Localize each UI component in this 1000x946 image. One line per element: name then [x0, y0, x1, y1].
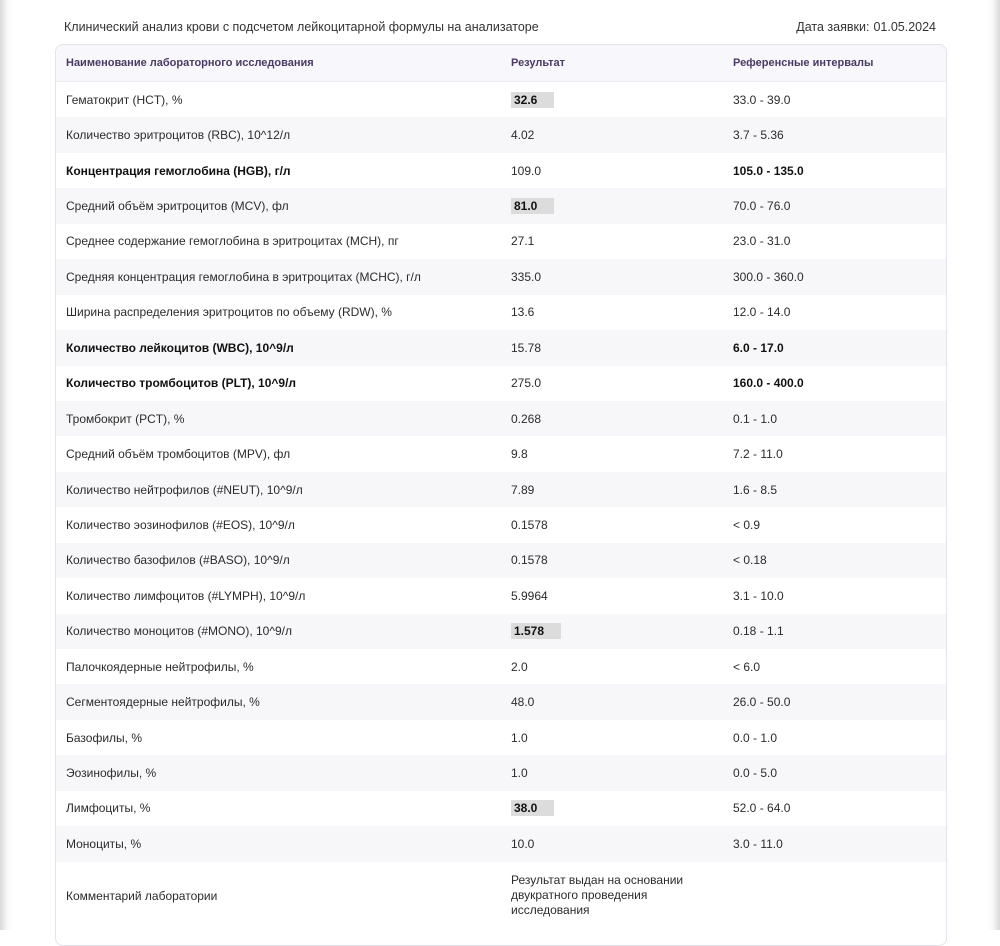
test-name: Концентрация гемоглобина (HGB), г/л — [66, 163, 291, 178]
reference-range: 33.0 - 39.0 — [733, 92, 791, 107]
report-title: Клинический анализ крови с подсчетом лейкоцитарной формулы на анализаторе — [64, 20, 539, 34]
test-result-flagged: 1.578 — [511, 623, 561, 639]
test-name: Сегментоядерные нейтрофилы, % — [66, 695, 260, 710]
reference-range: 52.0 - 64.0 — [733, 801, 791, 816]
table-row — [56, 614, 946, 649]
table-row — [56, 295, 946, 330]
table-row — [56, 755, 946, 790]
column-header-result: Результат — [511, 57, 566, 69]
test-result: 109.0 — [511, 163, 542, 178]
test-name: Количество эозинофилов (#EOS), 10^9/л — [66, 517, 295, 532]
test-result: 1.0 — [511, 766, 528, 781]
table-row — [56, 791, 946, 826]
test-name: Количество эритроцитов (RBC), 10^12/л — [66, 128, 291, 143]
test-result: 9.8 — [511, 447, 528, 462]
results-table — [55, 44, 947, 946]
test-result: 5.9964 — [511, 588, 548, 603]
reference-range: 70.0 - 76.0 — [733, 199, 791, 214]
test-result: 4.02 — [511, 128, 535, 143]
test-result: 0.1578 — [511, 517, 548, 532]
table-row — [56, 330, 946, 365]
test-result: 27.1 — [511, 234, 535, 249]
request-date — [796, 20, 936, 34]
comment-label: Комментарий лаборатории — [66, 888, 218, 903]
request-date-label: Дата заявки: — [796, 20, 870, 34]
test-name: Количество моноцитов (#MONO), 10^9/л — [66, 624, 292, 639]
table-row — [56, 117, 946, 152]
table-row — [56, 366, 946, 401]
test-name: Лимфоциты, % — [66, 801, 151, 816]
table-row — [56, 82, 946, 117]
test-result: 15.78 — [511, 340, 542, 355]
test-name: Моноциты, % — [66, 836, 142, 851]
reference-range: 105.0 - 135.0 — [733, 163, 804, 178]
reference-range: 3.0 - 11.0 — [733, 836, 783, 851]
page-edge-right — [988, 0, 1000, 930]
table-row — [56, 543, 946, 578]
test-result: 1.0 — [511, 730, 528, 745]
table-row — [56, 578, 946, 613]
table-row — [56, 401, 946, 436]
test-result: 0.268 — [511, 411, 542, 426]
test-result-flagged: 32.6 — [511, 92, 554, 108]
table-row — [56, 649, 946, 684]
test-name: Эозинофилы, % — [66, 766, 157, 781]
reference-range: 7.2 - 11.0 — [733, 447, 783, 462]
test-name: Среднее содержание гемоглобина в эритроцитах (MCH), пг — [66, 234, 399, 249]
reference-range: 23.0 - 31.0 — [733, 234, 791, 249]
table-row — [56, 188, 946, 223]
table-row — [56, 436, 946, 471]
reference-range: 6.0 - 17.0 — [733, 340, 784, 355]
test-result: 13.6 — [511, 305, 535, 320]
test-result: 7.89 — [511, 482, 535, 497]
table-row — [56, 507, 946, 542]
comment-text: Результат выдан на основании двукратного проведения исследования — [511, 873, 684, 918]
test-result: 335.0 — [511, 269, 542, 284]
test-result: 275.0 — [511, 376, 542, 391]
test-name: Количество лимфоцитов (#LYMPH), 10^9/л — [66, 588, 306, 603]
test-name: Базофилы, % — [66, 730, 142, 745]
test-name: Количество тромбоцитов (PLT), 10^9/л — [66, 376, 297, 391]
test-name: Количество лейкоцитов (WBC), 10^9/л — [66, 340, 294, 355]
column-header-reference: Референсные интервалы — [733, 57, 874, 69]
test-result: 0.1578 — [511, 553, 548, 568]
test-name: Палочкоядерные нейтрофилы, % — [66, 659, 254, 674]
reference-range: 3.1 - 10.0 — [733, 588, 784, 603]
reference-range: 300.0 - 360.0 — [733, 269, 804, 284]
reference-range: 1.6 - 8.5 — [733, 482, 778, 497]
test-name: Средний объём эритроцитов (MCV), фл — [66, 199, 289, 214]
reference-range: < 6.0 — [733, 659, 761, 674]
reference-range: 0.0 - 1.0 — [733, 730, 778, 745]
comment-row — [56, 862, 946, 930]
reference-range: < 0.18 — [733, 553, 767, 568]
column-header-name: Наименование лабораторного исследования — [66, 57, 314, 69]
table-row — [56, 826, 946, 861]
table-row — [56, 224, 946, 259]
reference-range: 160.0 - 400.0 — [733, 376, 804, 391]
test-name: Средняя концентрация гемоглобина в эритроцитах (MCHC), г/л — [66, 269, 421, 284]
report-header — [64, 18, 936, 36]
reference-range: < 0.9 — [733, 517, 761, 532]
test-result-flagged: 38.0 — [511, 800, 554, 816]
table-row — [56, 472, 946, 507]
reference-range: 0.1 - 1.0 — [733, 411, 778, 426]
page-edge-left — [0, 0, 12, 930]
reference-range: 3.7 - 5.36 — [733, 128, 784, 143]
reference-range: 12.0 - 14.0 — [733, 305, 791, 320]
reference-range: 0.18 - 1.1 — [733, 624, 784, 639]
reference-range: 26.0 - 50.0 — [733, 695, 791, 710]
test-result: 48.0 — [511, 695, 535, 710]
test-name: Количество базофилов (#BASO), 10^9/л — [66, 553, 290, 568]
table-row — [56, 153, 946, 188]
test-result: 2.0 — [511, 659, 528, 674]
test-name: Тромбокрит (PCT), % — [66, 411, 185, 426]
test-result-flagged: 81.0 — [511, 198, 554, 214]
reference-range: 0.0 - 5.0 — [733, 766, 778, 781]
table-row — [56, 684, 946, 719]
table-row — [56, 259, 946, 294]
test-name: Ширина распределения эритроцитов по объему (RDW), % — [66, 305, 392, 320]
request-date-value: 01.05.2024 — [873, 20, 936, 34]
table-header — [56, 45, 946, 82]
test-result: 10.0 — [511, 836, 535, 851]
test-name: Количество нейтрофилов (#NEUT), 10^9/л — [66, 482, 303, 497]
test-name: Гематокрит (HCT), % — [66, 92, 183, 107]
table-row — [56, 720, 946, 755]
test-name: Средний объём тромбоцитов (MPV), фл — [66, 447, 291, 462]
